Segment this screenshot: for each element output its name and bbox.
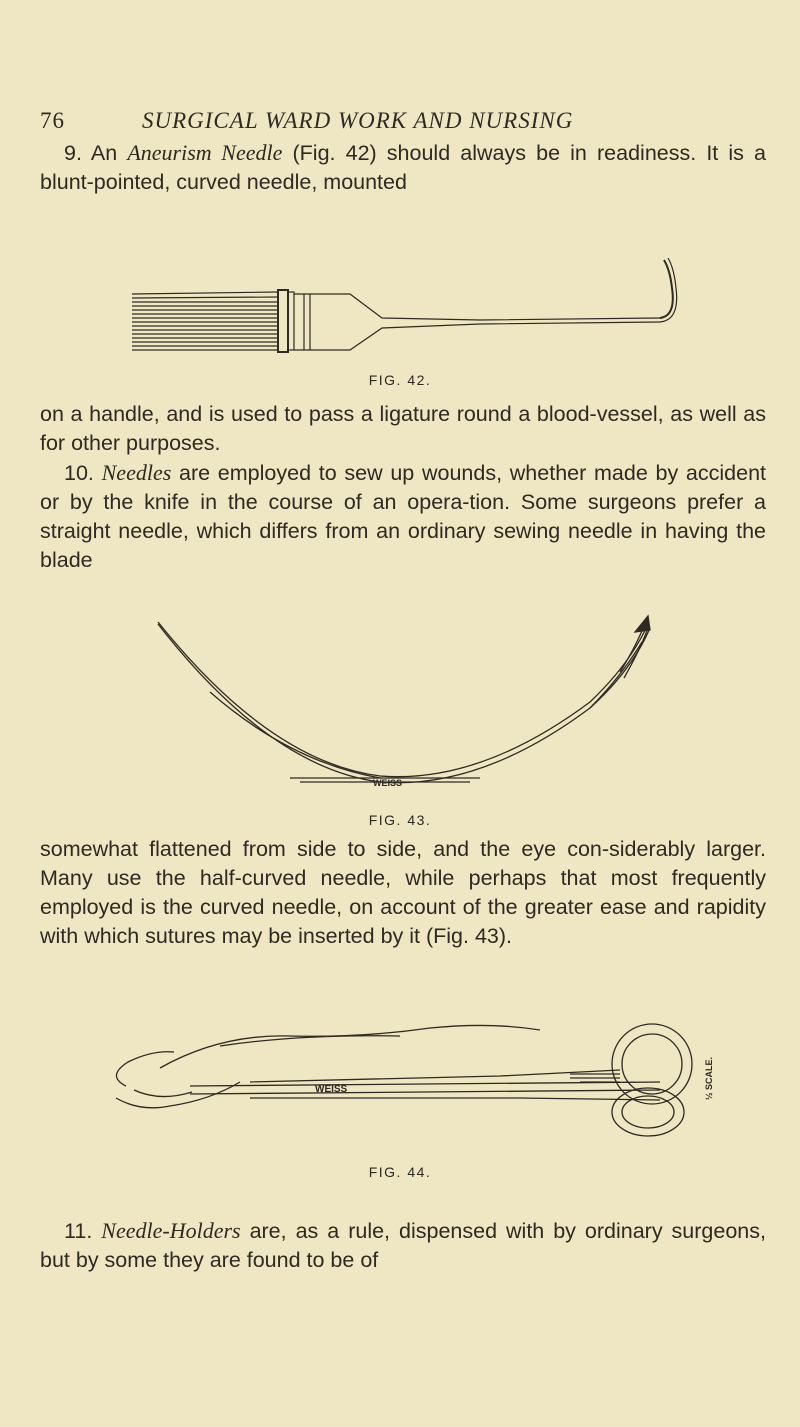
figure-42-caption: FIG. 42. [368,372,432,388]
paragraph-11 [40,1216,766,1275]
paragraph-text: on a handle, and is used to pass a ligature round a blood-vessel, as well as for other purposes. [40,402,766,455]
paragraph-text: somewhat flattened from side to side, and the eye con-siderably larger. Many use the half-curved needle, while perhaps that most frequently employed is the curved needle, on account of the greater ease and rapidity with which sutures may be inserted by it (Fig. 43). [40,837,766,948]
figure-44-caption: FIG. 44. [368,1164,432,1180]
paragraph-10-continued [40,835,766,951]
paragraph-text: (Fig. 42) should always be in readiness. It is a blunt-pointed, curved needle, mounted [40,141,766,194]
handle-lines [132,292,278,350]
paragraph-text: are, as a rule, dispensed with by ordinary surgeons, but by some they are found to be of [40,1219,766,1272]
scale-note: ½ SCALE. [704,1056,714,1100]
paragraph-10 [40,458,766,575]
paragraph-9 [40,138,766,197]
paragraph-text: are employed to sew up wounds, whether made by accident or by the knife in the course of an opera-tion. Some surgeons prefer a straight needle, which differs from an ordinary sewing needle in having the blade [40,461,766,572]
page-number: 76 [40,108,65,133]
figure-needle-holder [100,1016,730,1140]
term-needle-holders: Needle-Holders [101,1218,241,1243]
paragraph-number: 10. [64,461,94,485]
figure-43-caption: FIG. 43. [368,812,432,828]
paragraph-number: 9. [64,141,82,165]
figure-curved-needle [150,612,660,792]
engraver-mark: WEISS [373,778,403,788]
paragraph-9-continued [40,400,766,458]
paragraph-lead: An [90,141,118,165]
figure-aneurism-needle [120,258,700,364]
paragraph-number: 11. [64,1219,93,1243]
engraver-mark: WEISS [315,1084,348,1095]
term-aneurism-needle: Aneurism Needle [127,140,283,165]
term-needles: Needles [101,460,172,485]
running-title: SURGICAL WARD WORK AND NURSING [142,108,574,133]
